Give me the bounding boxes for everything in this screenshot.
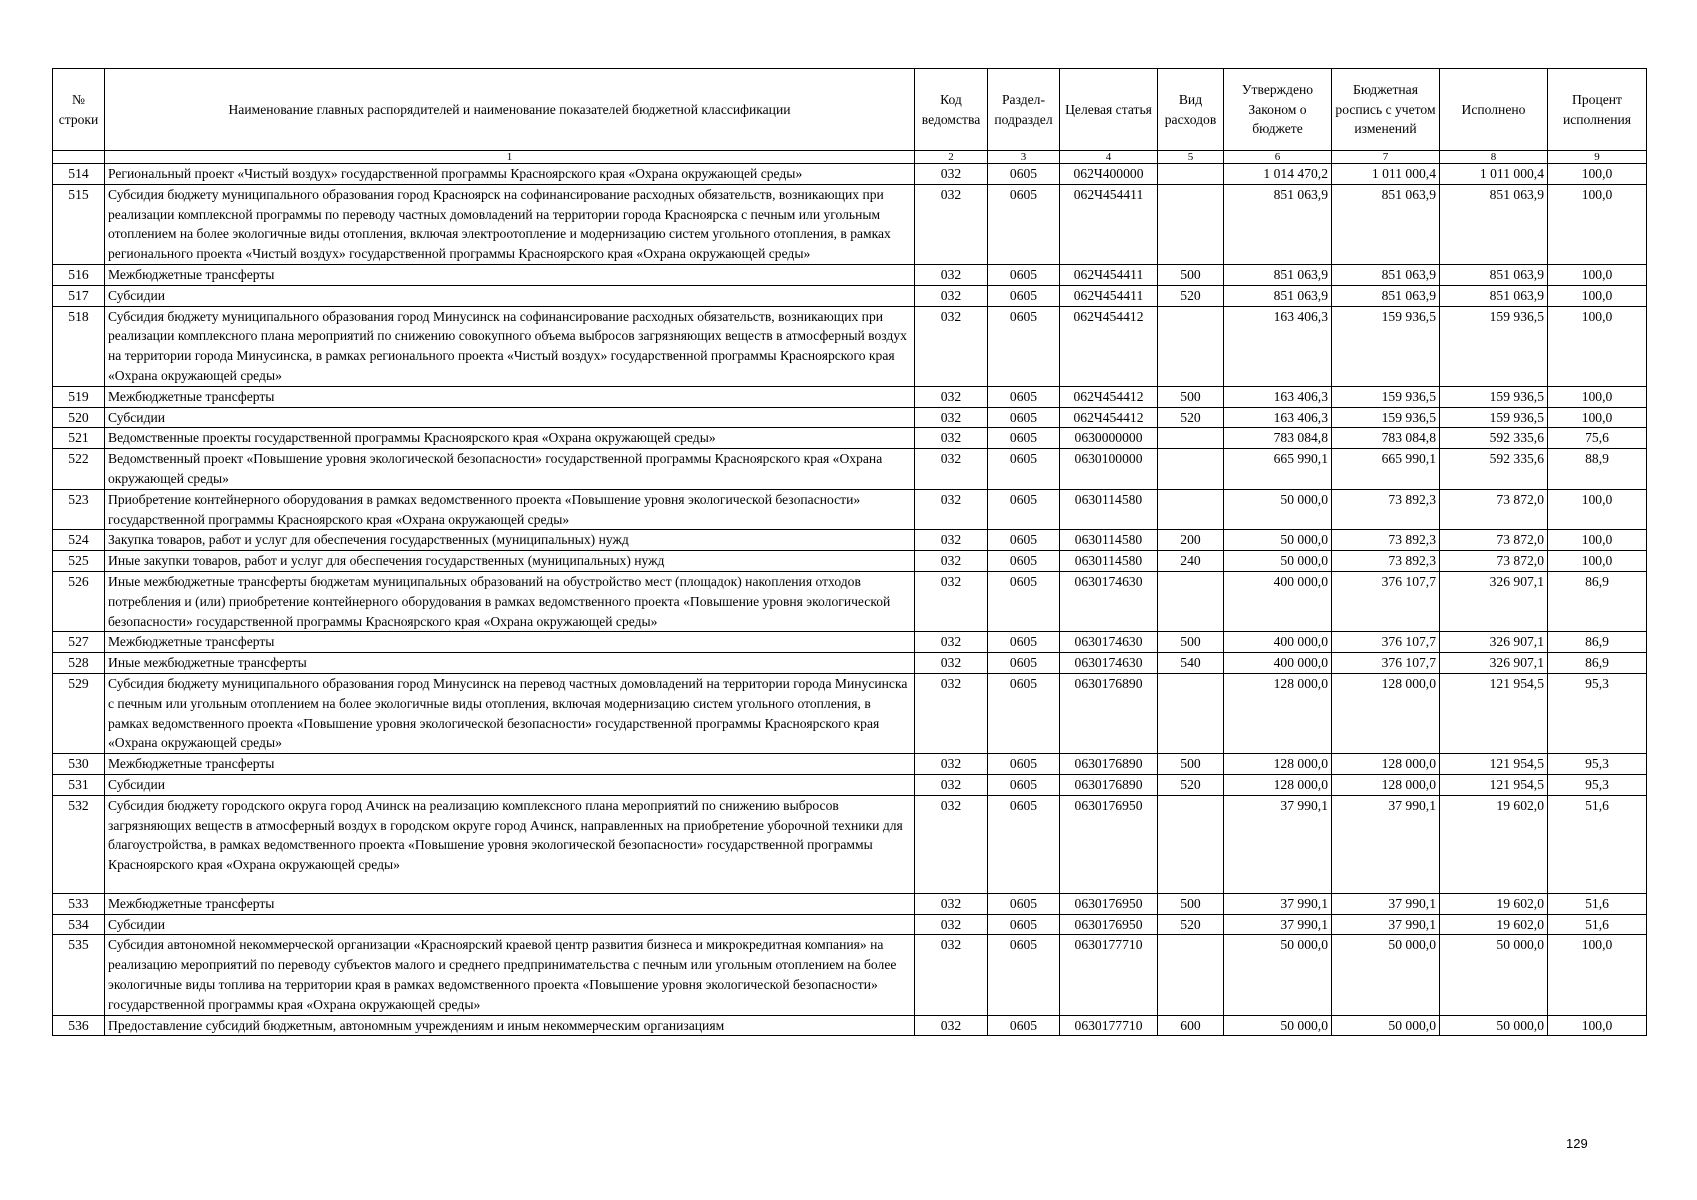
section-code: 0605 [988, 449, 1060, 490]
row-name: Субсидия бюджету муниципального образования город Минусинск на перевод частных домовладений на территории города Минусинска с печным или угольным отоплением на более экологичные виды отопления, включая модернизацию систем угольного отопления, в рамках ведомственного проекта «Повышение уровня экологической безопасности» государственной программы Красноярского края «Охрана окружающей среды» [105, 673, 915, 753]
target-article: 0630176890 [1060, 774, 1158, 795]
column-number [53, 151, 105, 164]
ministry-code: 032 [915, 184, 988, 264]
table-header-row [53, 69, 1647, 151]
schedule-amount: 50 000,0 [1332, 1015, 1440, 1036]
target-article: 0630177710 [1060, 1015, 1158, 1036]
section-code: 0605 [988, 632, 1060, 653]
section-code: 0605 [988, 893, 1060, 914]
section-code: 0605 [988, 914, 1060, 935]
execution-percent: 100,0 [1548, 407, 1647, 428]
ministry-code: 032 [915, 893, 988, 914]
executed-amount: 121 954,5 [1440, 754, 1548, 775]
schedule-amount: 665 990,1 [1332, 449, 1440, 490]
execution-percent: 95,3 [1548, 774, 1647, 795]
ministry-code: 032 [915, 407, 988, 428]
approved-amount: 400 000,0 [1224, 632, 1332, 653]
table-row [53, 754, 1647, 775]
ministry-code: 032 [915, 571, 988, 631]
target-article: 0630176950 [1060, 914, 1158, 935]
expense-type: 200 [1158, 530, 1224, 551]
execution-percent: 100,0 [1548, 164, 1647, 185]
expense-type: 540 [1158, 653, 1224, 674]
section-code: 0605 [988, 1015, 1060, 1036]
section-code: 0605 [988, 428, 1060, 449]
target-article: 0630114580 [1060, 530, 1158, 551]
column-number-row [53, 151, 1647, 164]
execution-percent: 100,0 [1548, 184, 1647, 264]
expense-type [1158, 489, 1224, 530]
row-name: Субсидия автономной некоммерческой организации «Красноярский краевой центр развития бизнеса и микрокредитная компания» на реализацию мероприятий по переводу субъектов малого и среднего предпринимательства с печным или угольным отоплением на более экологичные виды топлива на территории края в рамках ведомственного проекта «Повышение уровня экологической безопасности» государственной программы края «Охрана окружающей среды» [105, 935, 915, 1015]
schedule-amount: 783 084,8 [1332, 428, 1440, 449]
schedule-amount: 37 990,1 [1332, 893, 1440, 914]
row-name: Ведомственный проект «Повышение уровня экологической безопасности» государственной программы Красноярского края «Охрана окружающей среды» [105, 449, 915, 490]
executed-amount: 19 602,0 [1440, 914, 1548, 935]
approved-amount: 1 014 470,2 [1224, 164, 1332, 185]
header-target-article: Целевая статья [1060, 69, 1158, 151]
executed-amount: 19 602,0 [1440, 893, 1548, 914]
column-number: 4 [1060, 151, 1158, 164]
executed-amount: 73 872,0 [1440, 530, 1548, 551]
column-number: 3 [988, 151, 1060, 164]
executed-amount: 851 063,9 [1440, 264, 1548, 285]
header-executed: Исполнено [1440, 69, 1548, 151]
table-row [53, 632, 1647, 653]
execution-percent: 100,0 [1548, 386, 1647, 407]
expense-type: 520 [1158, 285, 1224, 306]
row-name: Региональный проект «Чистый воздух» государственной программы Красноярского края «Охрана окружающей среды» [105, 164, 915, 185]
target-article: 062Ч454412 [1060, 306, 1158, 386]
row-name: Субсидии [105, 285, 915, 306]
ministry-code: 032 [915, 632, 988, 653]
ministry-code: 032 [915, 653, 988, 674]
section-code: 0605 [988, 935, 1060, 1015]
schedule-amount: 376 107,7 [1332, 571, 1440, 631]
row-name: Иные закупки товаров, работ и услуг для обеспечения государственных (муниципальных) нужд [105, 551, 915, 572]
execution-percent: 75,6 [1548, 428, 1647, 449]
schedule-amount: 128 000,0 [1332, 673, 1440, 753]
expense-type [1158, 449, 1224, 490]
execution-percent: 95,3 [1548, 673, 1647, 753]
target-article: 0630174630 [1060, 632, 1158, 653]
row-number: 519 [53, 386, 105, 407]
row-number: 520 [53, 407, 105, 428]
schedule-amount: 851 063,9 [1332, 184, 1440, 264]
approved-amount: 50 000,0 [1224, 551, 1332, 572]
row-name: Ведомственные проекты государственной программы Красноярского края «Охрана окружающей среды» [105, 428, 915, 449]
column-number: 8 [1440, 151, 1548, 164]
ministry-code: 032 [915, 754, 988, 775]
approved-amount: 50 000,0 [1224, 1015, 1332, 1036]
section-code: 0605 [988, 795, 1060, 893]
row-number: 526 [53, 571, 105, 631]
schedule-amount: 37 990,1 [1332, 914, 1440, 935]
row-name: Предоставление субсидий бюджетным, автономным учреждениям и иным некоммерческим организациям [105, 1015, 915, 1036]
expense-type: 500 [1158, 893, 1224, 914]
execution-percent: 95,3 [1548, 754, 1647, 775]
row-number: 524 [53, 530, 105, 551]
target-article: 062Ч454411 [1060, 184, 1158, 264]
section-code: 0605 [988, 754, 1060, 775]
row-number: 522 [53, 449, 105, 490]
expense-type [1158, 935, 1224, 1015]
column-number: 1 [105, 151, 915, 164]
expense-type [1158, 164, 1224, 185]
approved-amount: 400 000,0 [1224, 653, 1332, 674]
ministry-code: 032 [915, 164, 988, 185]
row-number: 514 [53, 164, 105, 185]
expense-type [1158, 306, 1224, 386]
budget-execution-table [52, 68, 1647, 1036]
column-number: 5 [1158, 151, 1224, 164]
expense-type [1158, 795, 1224, 893]
table-row [53, 428, 1647, 449]
approved-amount: 163 406,3 [1224, 306, 1332, 386]
executed-amount: 326 907,1 [1440, 632, 1548, 653]
ministry-code: 032 [915, 449, 988, 490]
approved-amount: 128 000,0 [1224, 673, 1332, 753]
row-number: 527 [53, 632, 105, 653]
row-number: 532 [53, 795, 105, 893]
ministry-code: 032 [915, 935, 988, 1015]
executed-amount: 121 954,5 [1440, 673, 1548, 753]
target-article: 0630174630 [1060, 653, 1158, 674]
header-percent: Процент исполнения [1548, 69, 1647, 151]
approved-amount: 128 000,0 [1224, 754, 1332, 775]
row-number: 515 [53, 184, 105, 264]
section-code: 0605 [988, 164, 1060, 185]
executed-amount: 592 335,6 [1440, 428, 1548, 449]
section-code: 0605 [988, 306, 1060, 386]
expense-type [1158, 184, 1224, 264]
executed-amount: 851 063,9 [1440, 184, 1548, 264]
executed-amount: 159 936,5 [1440, 407, 1548, 428]
executed-amount: 50 000,0 [1440, 1015, 1548, 1036]
header-approved: Утверждено Законом о бюджете [1224, 69, 1332, 151]
schedule-amount: 128 000,0 [1332, 754, 1440, 775]
table-row [53, 164, 1647, 185]
section-code: 0605 [988, 407, 1060, 428]
approved-amount: 50 000,0 [1224, 489, 1332, 530]
header-budget-schedule: Бюджетная роспись с учетом изменений [1332, 69, 1440, 151]
section-code: 0605 [988, 673, 1060, 753]
section-code: 0605 [988, 530, 1060, 551]
table-row [53, 489, 1647, 530]
header-row-number: № строки [53, 69, 105, 151]
row-number: 517 [53, 285, 105, 306]
section-code: 0605 [988, 774, 1060, 795]
ministry-code: 032 [915, 489, 988, 530]
target-article: 0630174630 [1060, 571, 1158, 631]
executed-amount: 159 936,5 [1440, 386, 1548, 407]
expense-type: 500 [1158, 386, 1224, 407]
execution-percent: 86,9 [1548, 653, 1647, 674]
expense-type: 240 [1158, 551, 1224, 572]
ministry-code: 032 [915, 914, 988, 935]
schedule-amount: 376 107,7 [1332, 653, 1440, 674]
approved-amount: 851 063,9 [1224, 264, 1332, 285]
section-code: 0605 [988, 489, 1060, 530]
table-row [53, 407, 1647, 428]
column-number: 7 [1332, 151, 1440, 164]
expense-type: 500 [1158, 754, 1224, 775]
target-article: 0630176890 [1060, 673, 1158, 753]
target-article: 0630176950 [1060, 893, 1158, 914]
schedule-amount: 159 936,5 [1332, 306, 1440, 386]
table-row [53, 449, 1647, 490]
executed-amount: 50 000,0 [1440, 935, 1548, 1015]
approved-amount: 50 000,0 [1224, 935, 1332, 1015]
table-row [53, 774, 1647, 795]
row-number: 525 [53, 551, 105, 572]
table-row [53, 264, 1647, 285]
execution-percent: 100,0 [1548, 551, 1647, 572]
table-row [53, 914, 1647, 935]
approved-amount: 163 406,3 [1224, 407, 1332, 428]
approved-amount: 851 063,9 [1224, 184, 1332, 264]
section-code: 0605 [988, 285, 1060, 306]
schedule-amount: 73 892,3 [1332, 551, 1440, 572]
ministry-code: 032 [915, 285, 988, 306]
execution-percent: 100,0 [1548, 306, 1647, 386]
table-row [53, 386, 1647, 407]
target-article: 0630000000 [1060, 428, 1158, 449]
budget-table-container [52, 68, 1646, 1036]
ministry-code: 032 [915, 386, 988, 407]
section-code: 0605 [988, 653, 1060, 674]
executed-amount: 326 907,1 [1440, 653, 1548, 674]
table-row [53, 285, 1647, 306]
table-body [53, 164, 1647, 1036]
executed-amount: 121 954,5 [1440, 774, 1548, 795]
executed-amount: 326 907,1 [1440, 571, 1548, 631]
row-name: Субсидии [105, 914, 915, 935]
column-number: 6 [1224, 151, 1332, 164]
row-number: 523 [53, 489, 105, 530]
row-name: Приобретение контейнерного оборудования в рамках ведомственного проекта «Повышение уровня экологической безопасности» государственной программы Красноярского края «Охрана окружающей среды» [105, 489, 915, 530]
table-row [53, 893, 1647, 914]
row-name: Межбюджетные трансферты [105, 264, 915, 285]
approved-amount: 783 084,8 [1224, 428, 1332, 449]
row-number: 530 [53, 754, 105, 775]
executed-amount: 851 063,9 [1440, 285, 1548, 306]
schedule-amount: 851 063,9 [1332, 285, 1440, 306]
approved-amount: 400 000,0 [1224, 571, 1332, 631]
table-row [53, 551, 1647, 572]
ministry-code: 032 [915, 428, 988, 449]
execution-percent: 51,6 [1548, 914, 1647, 935]
schedule-amount: 1 011 000,4 [1332, 164, 1440, 185]
column-number: 2 [915, 151, 988, 164]
execution-percent: 100,0 [1548, 935, 1647, 1015]
header-name: Наименование главных распорядителей и наименование показателей бюджетной классификации [105, 69, 915, 151]
approved-amount: 163 406,3 [1224, 386, 1332, 407]
row-number: 531 [53, 774, 105, 795]
schedule-amount: 73 892,3 [1332, 489, 1440, 530]
header-section: Раздел-подраздел [988, 69, 1060, 151]
schedule-amount: 128 000,0 [1332, 774, 1440, 795]
header-ministry-code: Код ведомства [915, 69, 988, 151]
execution-percent: 86,9 [1548, 571, 1647, 631]
row-name: Субсидии [105, 774, 915, 795]
target-article: 0630114580 [1060, 489, 1158, 530]
ministry-code: 032 [915, 673, 988, 753]
execution-percent: 100,0 [1548, 1015, 1647, 1036]
execution-percent: 100,0 [1548, 530, 1647, 551]
ministry-code: 032 [915, 530, 988, 551]
table-row [53, 653, 1647, 674]
column-number: 9 [1548, 151, 1647, 164]
approved-amount: 851 063,9 [1224, 285, 1332, 306]
row-number: 521 [53, 428, 105, 449]
schedule-amount: 851 063,9 [1332, 264, 1440, 285]
approved-amount: 665 990,1 [1224, 449, 1332, 490]
executed-amount: 1 011 000,4 [1440, 164, 1548, 185]
row-name: Межбюджетные трансферты [105, 386, 915, 407]
executed-amount: 73 872,0 [1440, 551, 1548, 572]
table-row [53, 530, 1647, 551]
expense-type [1158, 673, 1224, 753]
schedule-amount: 159 936,5 [1332, 386, 1440, 407]
expense-type: 600 [1158, 1015, 1224, 1036]
row-number: 533 [53, 893, 105, 914]
schedule-amount: 50 000,0 [1332, 935, 1440, 1015]
table-row [53, 935, 1647, 1015]
ministry-code: 032 [915, 306, 988, 386]
target-article: 062Ч400000 [1060, 164, 1158, 185]
table-row [53, 306, 1647, 386]
execution-percent: 100,0 [1548, 285, 1647, 306]
target-article: 062Ч454412 [1060, 386, 1158, 407]
row-number: 535 [53, 935, 105, 1015]
execution-percent: 51,6 [1548, 795, 1647, 893]
schedule-amount: 376 107,7 [1332, 632, 1440, 653]
table-row [53, 673, 1647, 753]
executed-amount: 73 872,0 [1440, 489, 1548, 530]
expense-type: 500 [1158, 632, 1224, 653]
table-row [53, 1015, 1647, 1036]
approved-amount: 128 000,0 [1224, 774, 1332, 795]
row-name: Субсидии [105, 407, 915, 428]
execution-percent: 51,6 [1548, 893, 1647, 914]
target-article: 0630177710 [1060, 935, 1158, 1015]
executed-amount: 19 602,0 [1440, 795, 1548, 893]
expense-type [1158, 571, 1224, 631]
section-code: 0605 [988, 571, 1060, 631]
table-row [53, 571, 1647, 631]
target-article: 0630100000 [1060, 449, 1158, 490]
approved-amount: 37 990,1 [1224, 795, 1332, 893]
approved-amount: 37 990,1 [1224, 893, 1332, 914]
row-number: 529 [53, 673, 105, 753]
row-number: 518 [53, 306, 105, 386]
expense-type: 520 [1158, 407, 1224, 428]
ministry-code: 032 [915, 774, 988, 795]
row-number: 528 [53, 653, 105, 674]
row-name: Иные межбюджетные трансферты бюджетам муниципальных образований на обустройство мест (площадок) накопления отходов потребления и (или) приобретение контейнерного оборудования в рамках ведомственного проекта «Повышение уровня экологической безопасности» государственной программы Красноярского края «Охрана окружающей среды» [105, 571, 915, 631]
ministry-code: 032 [915, 551, 988, 572]
section-code: 0605 [988, 264, 1060, 285]
execution-percent: 86,9 [1548, 632, 1647, 653]
execution-percent: 100,0 [1548, 264, 1647, 285]
row-number: 536 [53, 1015, 105, 1036]
target-article: 0630176950 [1060, 795, 1158, 893]
row-name: Субсидия бюджету муниципального образования город Минусинск на софинансирование расходных обязательств, возникающих при реализации комплексного плана мероприятий по снижению совокупного объема выбросов загрязняющих веществ в атмосферный воздух на территории города Минусинска, в рамках регионального проекта «Чистый воздух» государственной программы Красноярского края «Охрана окружающей среды» [105, 306, 915, 386]
expense-type: 500 [1158, 264, 1224, 285]
header-expense-type: Вид расходов [1158, 69, 1224, 151]
target-article: 0630176890 [1060, 754, 1158, 775]
section-code: 0605 [988, 184, 1060, 264]
execution-percent: 100,0 [1548, 489, 1647, 530]
row-name: Иные межбюджетные трансферты [105, 653, 915, 674]
section-code: 0605 [988, 386, 1060, 407]
target-article: 0630114580 [1060, 551, 1158, 572]
row-name: Межбюджетные трансферты [105, 893, 915, 914]
expense-type: 520 [1158, 774, 1224, 795]
row-number: 516 [53, 264, 105, 285]
target-article: 062Ч454412 [1060, 407, 1158, 428]
page-number: 129 [1566, 1136, 1588, 1151]
row-name: Закупка товаров, работ и услуг для обеспечения государственных (муниципальных) нужд [105, 530, 915, 551]
approved-amount: 37 990,1 [1224, 914, 1332, 935]
table-row [53, 795, 1647, 893]
schedule-amount: 37 990,1 [1332, 795, 1440, 893]
executed-amount: 159 936,5 [1440, 306, 1548, 386]
row-number: 534 [53, 914, 105, 935]
ministry-code: 032 [915, 264, 988, 285]
target-article: 062Ч454411 [1060, 285, 1158, 306]
row-name: Субсидия бюджету муниципального образования город Красноярск на софинансирование расходных обязательств, возникающих при реализации комплексной программы по переводу частных домовладений на территории города Красноярска с печным или угольным отоплением на более экологичные виды отопления, включая электроотопление и модернизацию систем угольного отопления, в рамках регионального проекта «Чистый воздух» государственной программы Красноярского края «Охрана окружающей среды» [105, 184, 915, 264]
row-name: Межбюджетные трансферты [105, 632, 915, 653]
expense-type: 520 [1158, 914, 1224, 935]
table-row [53, 184, 1647, 264]
approved-amount: 50 000,0 [1224, 530, 1332, 551]
ministry-code: 032 [915, 1015, 988, 1036]
executed-amount: 592 335,6 [1440, 449, 1548, 490]
schedule-amount: 159 936,5 [1332, 407, 1440, 428]
schedule-amount: 73 892,3 [1332, 530, 1440, 551]
row-name: Субсидия бюджету городского округа город Ачинск на реализацию комплексного плана мероприятий по снижению выбросов загрязняющих веществ в атмосферный воздух в городском округе город Ачинск, направленных на приобретение уборочной техники для благоустройства, в рамках ведомственного проекта «Повышение уровня экологической безопасности» государственной программы Красноярского края «Охрана окружающей среды» [105, 795, 915, 893]
execution-percent: 88,9 [1548, 449, 1647, 490]
row-name: Межбюджетные трансферты [105, 754, 915, 775]
ministry-code: 032 [915, 795, 988, 893]
target-article: 062Ч454411 [1060, 264, 1158, 285]
expense-type [1158, 428, 1224, 449]
section-code: 0605 [988, 551, 1060, 572]
